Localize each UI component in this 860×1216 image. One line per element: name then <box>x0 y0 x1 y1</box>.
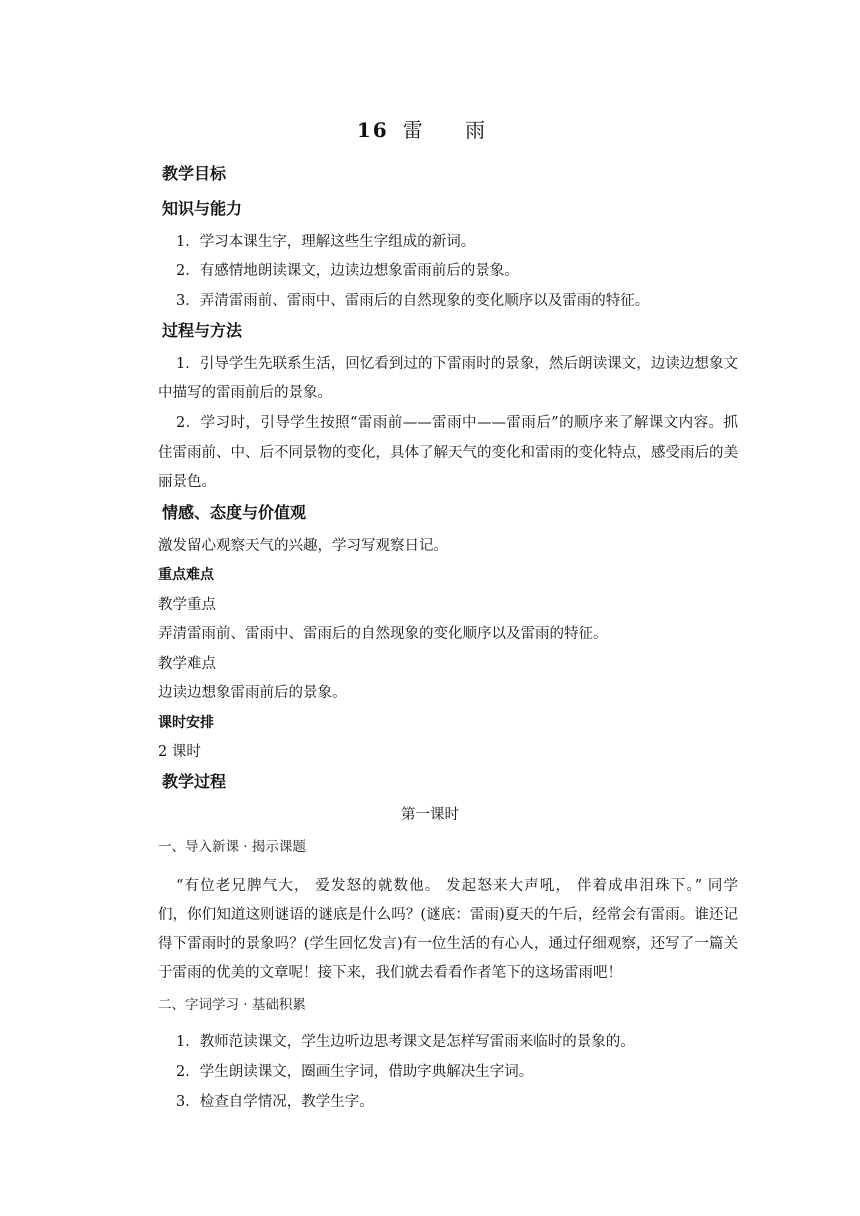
process-para1-line: 中描写的雷雨前后的景象。 <box>158 385 332 401</box>
section1-heading: 一、导入新课 · 揭示课题 <box>158 839 306 855</box>
process-para2-line: 丽景色。 <box>158 474 216 490</box>
lesson-name: 雷 雨 <box>402 118 504 142</box>
process-heading: 过程与方法 <box>162 321 243 340</box>
lesson-title <box>0 114 860 143</box>
section2-heading: 二、字词学习 · 基础积累 <box>158 997 306 1013</box>
section2-item: 1．教师范读课文，学生边听边思考课文是怎样写雷雨来临时的景象的。 <box>176 1034 635 1050</box>
process-para2-line: 住雷雨前、中、后不同景物的变化，具体了解天气的变化和雷雨的变化特点，感受雨后的美 <box>158 445 738 461</box>
section1-para-line: 于雷雨的优美的文章呢！接下来，我们就去看看作者笔下的这场雷雨吧！ <box>158 965 622 981</box>
difficulty-text: 边读边想象雷雨前后的景象。 <box>158 685 347 701</box>
process-para2-line: 2．学习时，引导学生按照“雷雨前——雷雨中——雷雨后”的顺序来了解课文内容。抓 <box>176 415 738 431</box>
lesson-period-title: 第一课时 <box>401 807 459 823</box>
section1-para-line: 得下雷雨时的景象吗？(学生回忆发言)有一位生活的有心人，通过仔细观察，还写了一篇关 <box>158 936 738 952</box>
schedule-heading: 课时安排 <box>158 715 214 731</box>
knowledge-item: 3．弄清雷雨前、雷雨中、雷雨后的自然现象的变化顺序以及雷雨的特征。 <box>176 293 650 309</box>
difficulty-label: 教学难点 <box>158 656 216 672</box>
lesson-number: 16 <box>356 118 389 142</box>
key-point-text: 弄清雷雨前、雷雨中、雷雨后的自然现象的变化顺序以及雷雨的特征。 <box>158 626 608 642</box>
knowledge-item: 1．学习本课生字，理解这些生字组成的新词。 <box>176 234 476 250</box>
process-main-heading: 教学过程 <box>162 772 227 791</box>
schedule-text: 2 课时 <box>158 744 201 760</box>
emotion-heading: 情感、态度与价值观 <box>162 503 307 522</box>
goals-heading: 教学目标 <box>162 164 227 183</box>
process-para1-line: 1．引导学生先联系生活，回忆看到过的下雷雨时的景象，然后朗读课文，边读边想象文 <box>176 356 738 372</box>
section2-item: 2．学生朗读课文，圈画生字词，借助字典解决生字词。 <box>176 1064 534 1080</box>
key-point-label: 教学重点 <box>158 597 216 613</box>
section2-item: 3．检查自学情况，教学生字。 <box>176 1094 374 1110</box>
section1-para-line: “有位老兄脾气大， 爱发怒的就数他。 发起怒来大声吼， 伴着成串泪珠下。” 同学 <box>176 878 738 894</box>
emotion-text: 激发留心观察天气的兴趣，学习写观察日记。 <box>158 538 448 554</box>
section1-para-line: 们，你们知道这则谜语的谜底是什么吗？(谜底：雷雨)夏天的午后，经常会有雷雨。谁还记 <box>158 907 738 923</box>
knowledge-item: 2．有感情地朗读课文，边读边想象雷雨前后的景象。 <box>176 263 519 279</box>
knowledge-heading: 知识与能力 <box>162 199 243 218</box>
key-heading: 重点难点 <box>158 567 214 583</box>
